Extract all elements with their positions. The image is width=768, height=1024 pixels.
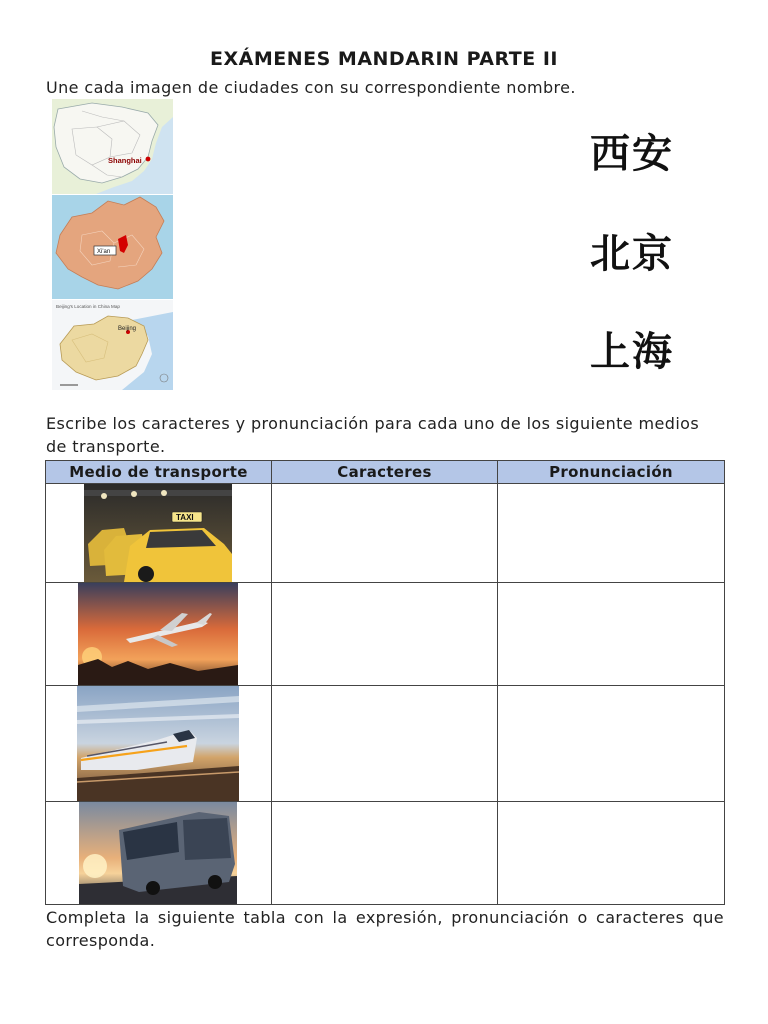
train-photo <box>77 686 239 801</box>
city-name-0: 西安 <box>590 131 674 177</box>
map-shanghai <box>52 99 173 194</box>
map-beijing <box>52 300 173 390</box>
image-cell <box>46 686 272 802</box>
pronunciacion-cell[interactable] <box>498 802 725 905</box>
map-beijing-caption: Beijing's Location in China Map <box>56 304 120 309</box>
table-header-row <box>46 461 725 484</box>
header-medio: Medio de transporte <box>46 461 272 484</box>
pronunciacion-cell[interactable] <box>498 583 725 686</box>
page-title: EXÁMENES MANDARIN PARTE II <box>210 48 558 70</box>
caracteres-cell[interactable] <box>272 802 498 905</box>
map-xian <box>52 195 173 299</box>
caracteres-cell[interactable] <box>272 484 498 583</box>
airplane-photo <box>78 583 238 685</box>
bus-photo <box>79 802 237 904</box>
map-shanghai-label: Shanghai <box>108 156 142 165</box>
header-caracteres: Caracteres <box>272 461 498 484</box>
image-cell <box>46 583 272 686</box>
table-row <box>46 484 725 583</box>
pronunciacion-cell[interactable] <box>498 686 725 802</box>
caracteres-cell[interactable] <box>272 583 498 686</box>
pronunciacion-cell[interactable] <box>498 484 725 583</box>
taxi-sign-label: TAXI <box>176 513 194 522</box>
instruction-match-cities: Une cada imagen de ciudades con su correspondiente nombre. <box>46 78 576 97</box>
transport-table <box>45 460 725 905</box>
table-row <box>46 802 725 905</box>
map-beijing-label: Beijing <box>118 326 137 332</box>
city-name-2: 上海 <box>590 329 674 375</box>
city-name-1: 北京 <box>590 231 674 277</box>
table-row <box>46 583 725 686</box>
taxi-photo <box>84 484 232 582</box>
image-cell <box>46 484 272 583</box>
caracteres-cell[interactable] <box>272 686 498 802</box>
map-xian-label: Xi'an <box>97 249 111 255</box>
instruction-complete-table: Completa la siguiente tabla con la expresión, pronunciación o caracteres que corresponda. <box>46 908 724 950</box>
image-cell <box>46 802 272 905</box>
instruction-transport: Escribe los caracteres y pronunciación para cada uno de los siguiente medios de transporte. <box>46 414 700 456</box>
table-row <box>46 686 725 802</box>
header-pronunciacion: Pronunciación <box>498 461 725 484</box>
